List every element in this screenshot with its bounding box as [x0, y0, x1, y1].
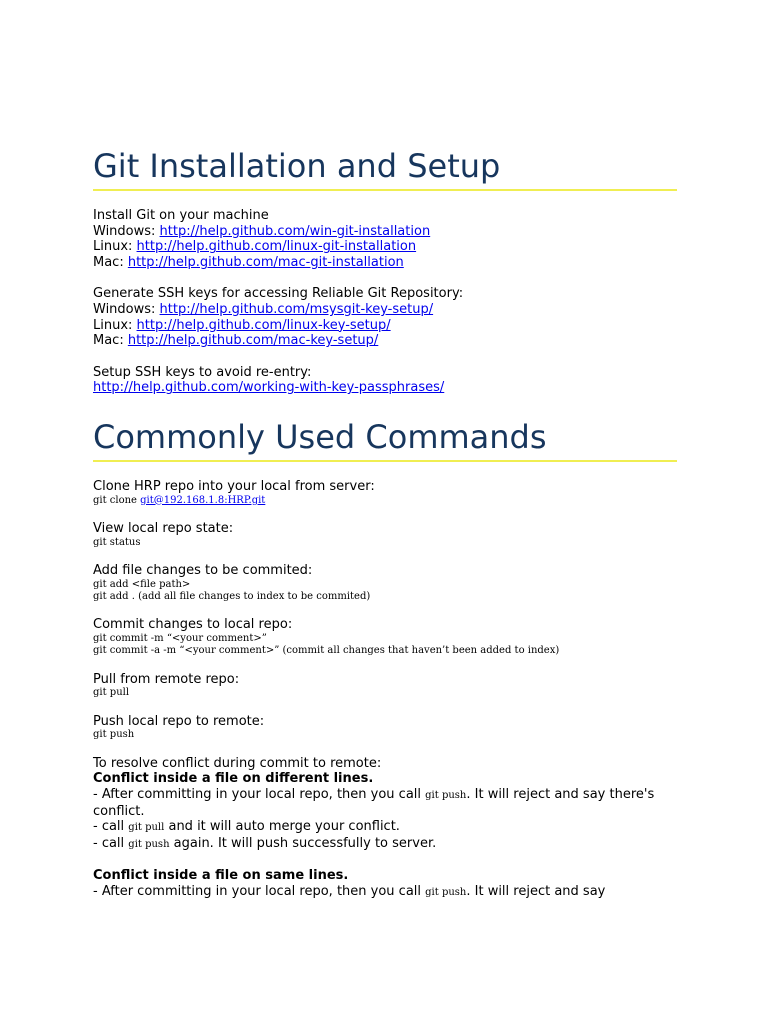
mac-key-link[interactable]: http://help.github.com/mac-key-setup/	[127, 333, 379, 349]
ssh-linux-line	[93, 318, 677, 334]
push-block	[93, 714, 677, 742]
linux-install-link[interactable]: http://help.github.com/linux-git-installation	[136, 239, 417, 255]
windows-label: Windows:	[93, 302, 160, 318]
ssh-intro: Generate SSH keys for accessing Reliable Git Repository:	[93, 286, 464, 302]
push-label: Push local repo to remote:	[93, 713, 265, 729]
ssh-windows-line	[93, 302, 677, 318]
conflict-intro: To resolve conflict during commit to remote:	[93, 755, 382, 771]
install-linux-line	[93, 239, 677, 255]
text-fragment: - call	[93, 819, 129, 835]
conflict-block	[93, 756, 677, 853]
passphrase-link[interactable]: http://help.github.com/working-with-key-passphrases/	[93, 380, 445, 396]
status-label: View local repo state:	[93, 521, 234, 537]
windows-label: Windows:	[93, 223, 160, 239]
commit-command-1: git commit -m “<your comment>”	[93, 633, 267, 645]
add-block	[93, 563, 677, 603]
install-windows-line	[93, 224, 677, 240]
conflict-different-heading-text: Conflict inside a file on different lines.	[93, 771, 374, 787]
passphrase-link-line	[93, 380, 677, 396]
passphrase-paragraph	[93, 365, 677, 396]
mac-label: Mac:	[93, 255, 128, 271]
mac-label: Mac:	[93, 333, 128, 349]
commit-command-2: git commit -a -m “<your comment>” (commit all changes that haven’t been added to index)	[93, 645, 560, 657]
inline-code: git push	[425, 790, 467, 802]
pull-command: git pull	[93, 687, 130, 699]
text-fragment: and it will auto merge your conflict.	[164, 819, 400, 835]
linux-label: Linux:	[93, 239, 137, 255]
conflict-same-heading-text: Conflict inside a file on same lines.	[93, 868, 349, 884]
conflict-same-line-1	[93, 884, 677, 901]
heading-git-installation: Git Installation and Setup	[93, 146, 677, 191]
clone-repo-link[interactable]: git@192.168.1.8:HRP.git	[140, 494, 266, 506]
win-key-link[interactable]: http://help.github.com/msysgit-key-setup/	[159, 302, 434, 318]
commit-label: Commit changes to local repo:	[93, 617, 293, 633]
text-fragment: . It will reject and say	[466, 884, 606, 900]
push-command: git push	[93, 729, 135, 741]
conflict-different-line-2	[93, 819, 677, 836]
text-fragment: . It will reject and say there's conflict.	[93, 787, 655, 819]
status-command: git status	[93, 536, 141, 548]
pull-block	[93, 672, 677, 700]
clone-label: Clone HRP repo into your local from server:	[93, 479, 375, 495]
text-fragment: - call	[93, 836, 129, 852]
ssh-paragraph	[93, 286, 677, 349]
conflict-different-heading	[93, 771, 677, 787]
clone-block	[93, 479, 677, 507]
text-fragment: - After committing in your local repo, then you call	[93, 884, 426, 900]
conflict-different-line-1	[93, 787, 677, 819]
document-content	[93, 146, 677, 901]
commit-block	[93, 617, 677, 657]
heading-commonly-used-commands: Commonly Used Commands	[93, 417, 677, 462]
conflict-same-block	[93, 868, 677, 900]
inline-code: git push	[128, 839, 170, 851]
win-install-link[interactable]: http://help.github.com/win-git-installation	[159, 223, 431, 239]
inline-code: git pull	[128, 822, 165, 834]
status-block	[93, 521, 677, 549]
mac-install-link[interactable]: http://help.github.com/mac-git-installation	[127, 255, 404, 271]
passphrase-intro: Setup SSH keys to avoid re-entry:	[93, 364, 312, 380]
linux-label: Linux:	[93, 317, 137, 333]
text-fragment: - After committing in your local repo, then you call	[93, 787, 426, 803]
text-fragment: again. It will push successfully to server.	[169, 836, 437, 852]
clone-command-prefix: git clone	[93, 494, 141, 506]
conflict-same-heading	[93, 868, 677, 884]
add-label: Add file changes to be commited:	[93, 563, 313, 579]
install-mac-line	[93, 255, 677, 271]
add-command-2: git add . (add all file changes to index to be commited)	[93, 591, 371, 603]
clone-command	[93, 495, 677, 507]
inline-code: git push	[425, 887, 467, 899]
conflict-different-line-3	[93, 836, 677, 853]
pull-label: Pull from remote repo:	[93, 671, 240, 687]
install-paragraph	[93, 208, 677, 271]
install-intro: Install Git on your machine	[93, 208, 269, 223]
ssh-mac-line	[93, 333, 677, 349]
add-command-1: git add <file path>	[93, 578, 191, 590]
linux-key-link[interactable]: http://help.github.com/linux-key-setup/	[136, 317, 391, 333]
